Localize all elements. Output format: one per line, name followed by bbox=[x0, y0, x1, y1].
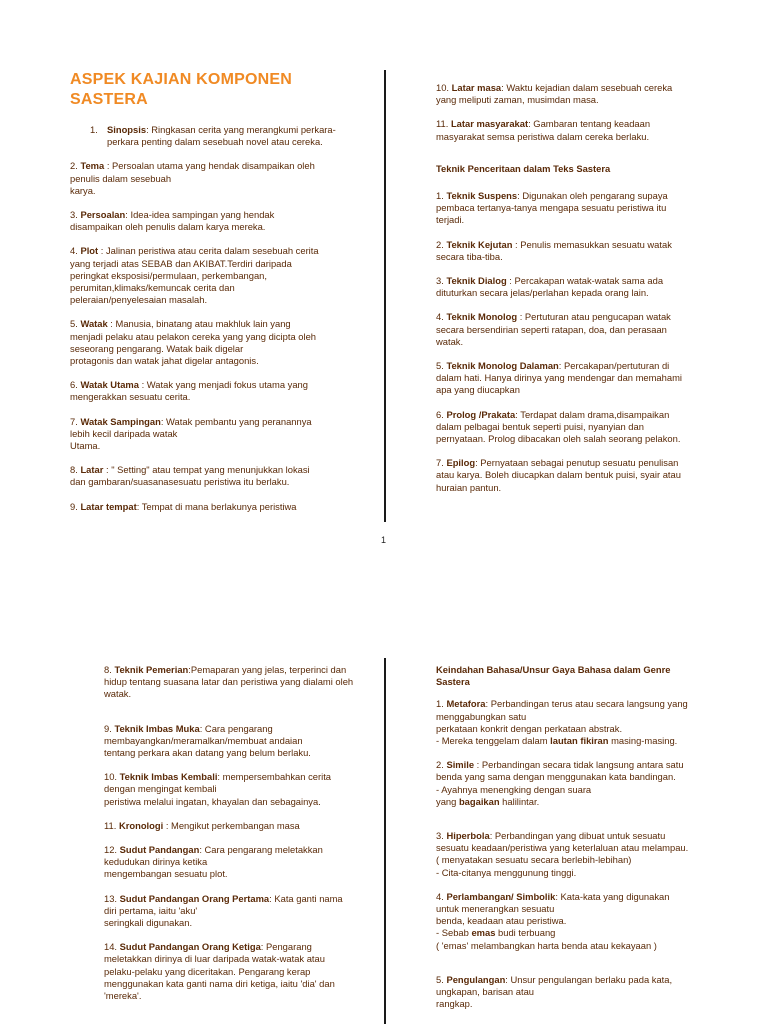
item-number: 6. bbox=[70, 379, 81, 391]
item-line: dalam hati. Hanya dirinya yang mendengar dan memahami bbox=[436, 372, 682, 384]
left-column bbox=[70, 70, 370, 525]
item-line bbox=[70, 379, 370, 391]
item-line: yang meliputi zaman, musimdan masa. bbox=[436, 94, 599, 106]
item-term: Metafora bbox=[446, 698, 486, 710]
item-line bbox=[436, 82, 736, 94]
item-term: Persoalan bbox=[80, 209, 126, 221]
list-item bbox=[436, 830, 736, 879]
list-item bbox=[436, 698, 736, 747]
example-line bbox=[436, 796, 736, 808]
item-line bbox=[104, 771, 374, 783]
document-page-2 bbox=[0, 620, 768, 1024]
item-number: 13. bbox=[104, 892, 120, 904]
item-line bbox=[104, 664, 374, 676]
item-line: yang terjadi atas SEBAB dan AKIBAT.Terdiri daripada bbox=[70, 257, 292, 269]
list-item bbox=[436, 190, 736, 227]
item-number: 5. bbox=[70, 318, 81, 330]
list-item bbox=[70, 318, 370, 367]
item-line: untuk menerangkan sesuatu bbox=[436, 903, 555, 915]
item-text: : Manusia, binatang atau makhluk lain yang bbox=[107, 318, 291, 330]
item-term: Teknik Pemerian bbox=[114, 664, 189, 675]
item-line bbox=[70, 318, 370, 330]
item-term: Tema bbox=[80, 160, 105, 172]
item-term: Watak bbox=[80, 318, 108, 330]
list-item bbox=[436, 409, 736, 446]
item-term: Teknik Kejutan bbox=[446, 238, 513, 250]
item-text: : Unsur pengulangan berlaku pada kata, bbox=[505, 973, 673, 985]
item-line: - Ayahnya menengking dengan suara bbox=[436, 783, 592, 795]
item-line bbox=[436, 409, 736, 421]
item-number: 7. bbox=[436, 457, 447, 469]
example-emphasis: bagaikan bbox=[458, 795, 500, 807]
section-heading: Keindahan Bahasa/Unsur Gaya Bahasa dalam Genre Sastera bbox=[436, 664, 671, 688]
teknik-list-continued bbox=[104, 664, 374, 1002]
item-line: ( menyatakan sesuatu secara berlebih-lebihan) bbox=[436, 854, 632, 866]
komponen-list bbox=[70, 124, 370, 513]
list-item bbox=[104, 941, 374, 1002]
item-text: : Terdapat dalam drama,disampaikan bbox=[515, 408, 670, 420]
item-number: 10. bbox=[104, 771, 120, 783]
item-number: 10. bbox=[436, 82, 452, 93]
item-number: 4. bbox=[70, 245, 81, 257]
item-term: Sinopsis bbox=[107, 124, 147, 135]
item-term: Prolog /Prakata bbox=[446, 408, 516, 420]
item-line bbox=[436, 830, 736, 842]
item-line: penulis dalam sesebuah bbox=[70, 172, 172, 184]
item-number: 8. bbox=[70, 464, 81, 476]
example-text: budi terbuang bbox=[495, 927, 556, 939]
item-text: : Cara pengarang bbox=[199, 722, 273, 734]
item-term: Latar masa bbox=[451, 82, 502, 93]
item-body bbox=[107, 124, 370, 148]
example-text: masing-masing. bbox=[608, 735, 678, 747]
item-text: : Perbandingan yang dibuat untuk sesuatu bbox=[489, 830, 666, 842]
item-term: Latar bbox=[80, 464, 104, 476]
item-line: peristiwa melalui ingatan, khayalan dan sebagainya. bbox=[104, 795, 321, 807]
item-number: 3. bbox=[70, 209, 81, 221]
item-term: Plot bbox=[80, 245, 99, 257]
item-text: : Cara pengarang meletakkan bbox=[199, 844, 323, 856]
item-line: tentang perkara akan datang yang belum berlaku. bbox=[104, 747, 311, 759]
item-term: Sudut Pandangan Orang Ketiga bbox=[119, 941, 261, 953]
example-text: halilintar. bbox=[499, 795, 540, 807]
example-note: ( 'emas' melambangkan harta benda atau kekayaan ) bbox=[436, 939, 657, 951]
item-text: : Pengarang bbox=[260, 941, 312, 953]
item-line: benda yang sama dengan menggunakan kata bandingan. bbox=[436, 771, 676, 783]
item-line: kedudukan dirinya ketika bbox=[104, 856, 208, 868]
example-line bbox=[436, 735, 736, 747]
item-line: pernyataan. Prolog dibacakan oleh salah seorang pelakon. bbox=[436, 433, 681, 445]
item-line: mengembangan sesuatu plot. bbox=[104, 868, 228, 880]
column-divider bbox=[384, 658, 386, 1024]
item-line: apa yang diucapkan bbox=[436, 384, 520, 396]
item-line: 'mereka'. bbox=[104, 990, 142, 1002]
item-line: dengan mengingat kembali bbox=[104, 783, 217, 795]
item-text: : Perbandingan terus atau secara langsung yang bbox=[485, 698, 688, 710]
item-line: karya. bbox=[70, 184, 96, 196]
item-number: 2. bbox=[70, 160, 81, 172]
item-line: benda, keadaan atau peristiwa. bbox=[436, 915, 567, 927]
list-item bbox=[436, 311, 736, 348]
example-emphasis: emas bbox=[471, 927, 496, 939]
item-line: - Cita-citanya menggunung tinggi. bbox=[436, 866, 577, 878]
item-line bbox=[436, 759, 736, 771]
item-text: :Pemaparan yang jelas, terperinci dan bbox=[188, 664, 347, 675]
item-line: dituturkan secara jelas/perlahan kepada orang lain. bbox=[436, 287, 649, 299]
item-term: Hiperbola bbox=[446, 830, 490, 842]
item-line: perkataan konkrit dengan perkataan abstrak. bbox=[436, 722, 623, 734]
item-number: 12. bbox=[104, 844, 120, 856]
list-item bbox=[70, 160, 370, 197]
example-emphasis: lautan fikiran bbox=[550, 735, 609, 747]
item-line bbox=[70, 160, 370, 172]
list-item bbox=[436, 118, 736, 142]
item-number: 11. bbox=[104, 819, 119, 831]
list-item bbox=[436, 82, 736, 106]
item-line: pembaca tertanya-tanya mengapa sesuatu peristiwa itu bbox=[436, 202, 667, 214]
list-item bbox=[436, 360, 736, 397]
item-line: secara bersendirian seperti ratapan, doa, dan perasaan bbox=[436, 323, 667, 335]
item-term: Teknik Imbas Muka bbox=[114, 722, 200, 734]
teknik-list bbox=[436, 190, 736, 494]
item-line: Utama. bbox=[70, 440, 101, 452]
list-item bbox=[104, 723, 374, 760]
item-text: : Mengikut perkembangan masa bbox=[163, 819, 300, 831]
list-item bbox=[104, 844, 374, 881]
item-number: 4. bbox=[436, 311, 447, 323]
item-line: dan gambaran/suasanasesuatu peristiwa itu berlaku. bbox=[70, 476, 290, 488]
item-line: huraian pantun. bbox=[436, 481, 502, 493]
list-item bbox=[436, 891, 736, 952]
item-number: 2. bbox=[436, 759, 447, 771]
item-line: seringkali digunakan. bbox=[104, 917, 193, 929]
item-number: 9. bbox=[70, 500, 81, 512]
item-term: Teknik Suspens bbox=[446, 190, 518, 202]
item-line bbox=[104, 893, 374, 905]
list-item bbox=[70, 379, 370, 403]
item-line: disampaikan oleh penulis dalam karya mereka. bbox=[70, 221, 266, 233]
item-line: protagonis dan watak jahat digelar antagonis. bbox=[70, 355, 259, 367]
item-line bbox=[436, 275, 736, 287]
item-text: : Pertuturan atau pengucapan watak bbox=[517, 311, 671, 323]
example-text: - Mereka tenggelam dalam bbox=[436, 735, 551, 747]
item-number: 1. bbox=[436, 698, 447, 710]
item-line: perkara penting dalam sesebuah novel atau cereka. bbox=[107, 136, 323, 148]
item-line bbox=[436, 118, 736, 130]
list-item bbox=[436, 239, 736, 263]
item-text: : Kata ganti nama bbox=[269, 892, 343, 904]
item-term: Sudut Pandangan Orang Pertama bbox=[119, 892, 270, 904]
item-line: atau karya. Boleh diucapkan dalam bentuk puisi, syair atau bbox=[436, 469, 681, 481]
list-item bbox=[104, 820, 374, 832]
item-line: peringkat eksposisi/permulaan, perkembangan, bbox=[70, 269, 267, 281]
item-number: 1. bbox=[90, 124, 98, 135]
item-line bbox=[436, 311, 736, 323]
item-number: 14. bbox=[104, 941, 120, 953]
item-line: pelaku-pelaku yang diceritakan. Pengarang kerap bbox=[104, 965, 311, 977]
item-line bbox=[70, 464, 370, 476]
item-line bbox=[436, 360, 736, 372]
item-text: : Watak yang menjadi fokus utama yang bbox=[138, 379, 308, 391]
item-line: seseorang pengarang. Watak baik digelar bbox=[70, 342, 244, 354]
item-text: : Gambaran tentang keadaan bbox=[528, 118, 651, 130]
item-term: Teknik Imbas Kembali bbox=[119, 771, 218, 783]
list-item bbox=[104, 893, 374, 930]
item-term: Perlambangan/ Simbolik bbox=[446, 890, 556, 902]
item-number: 3. bbox=[436, 830, 447, 842]
item-line bbox=[436, 457, 736, 469]
item-line: menggabungkan satu bbox=[436, 710, 527, 722]
item-line: menggunakan kata ganti nama diri ketiga, iaitu 'dia' dan bbox=[104, 977, 335, 989]
item-number: 4. bbox=[436, 890, 447, 902]
item-number: 7. bbox=[70, 415, 81, 427]
item-line bbox=[70, 416, 370, 428]
item-line: sesuatu keadaan/peristiwa yang keterlaluan atau melampau. bbox=[436, 842, 689, 854]
list-item bbox=[70, 245, 370, 306]
page-number: 1 bbox=[381, 535, 387, 545]
item-term: Pengulangan bbox=[446, 973, 506, 985]
item-line bbox=[104, 820, 374, 832]
item-line: meletakkan dirinya di luar daripada watak-watak atau bbox=[104, 953, 325, 965]
item-line bbox=[104, 723, 374, 735]
item-term: Latar masyarakat bbox=[450, 118, 529, 130]
left-column bbox=[104, 664, 374, 1014]
column-divider bbox=[384, 70, 386, 522]
list-item bbox=[436, 759, 736, 808]
gaya-bahasa-list bbox=[436, 698, 736, 1010]
item-line bbox=[107, 124, 370, 136]
item-number: 5. bbox=[436, 360, 447, 372]
right-column bbox=[436, 664, 736, 1022]
item-term: Teknik Dialog bbox=[446, 275, 507, 287]
item-text: : mempersembahkan cerita bbox=[217, 771, 332, 783]
item-number: 6. bbox=[436, 408, 447, 420]
right-column bbox=[436, 82, 736, 506]
item-line: hidup tentang suasana latar dan peristiwa yang dialami oleh bbox=[104, 676, 354, 688]
item-term: Teknik Monolog Dalaman bbox=[446, 360, 559, 372]
item-text: : Jalinan peristiwa atau cerita dalam sesebuah cerita bbox=[98, 245, 319, 257]
example-text: - Sebab bbox=[436, 927, 472, 939]
item-line: diri pertama, iaitu 'aku' bbox=[104, 904, 198, 916]
example-text: yang bbox=[436, 795, 459, 807]
item-term: Kronologi bbox=[118, 819, 164, 831]
item-line: watak. bbox=[436, 335, 464, 347]
item-line: terjadi. bbox=[436, 214, 465, 226]
item-term: Epilog bbox=[446, 457, 476, 469]
item-text: : Pernyataan sebagai penutup sesuatu penulisan bbox=[475, 457, 679, 469]
item-line bbox=[436, 698, 736, 710]
item-line bbox=[70, 501, 370, 513]
item-line bbox=[436, 190, 736, 202]
item-text: : Watak pembantu yang peranannya bbox=[160, 415, 312, 427]
item-line: ungkapan, barisan atau bbox=[436, 986, 534, 998]
page-title: ASPEK KAJIAN KOMPONEN SASTERA bbox=[70, 71, 293, 108]
item-number: 11. bbox=[436, 118, 451, 130]
list-item bbox=[104, 771, 374, 808]
item-term: Watak Sampingan bbox=[80, 415, 161, 427]
item-line: secara tiba-tiba. bbox=[436, 250, 503, 262]
list-item bbox=[70, 209, 370, 233]
item-text: : Perbandingan secara tidak langsung antara satu bbox=[474, 759, 684, 771]
item-text: : Penulis memasukkan sesuatu watak bbox=[512, 238, 672, 250]
item-line: dalam pelbagai bentuk seperti puisi, nyanyian dan bbox=[436, 420, 644, 432]
item-number: 9. bbox=[104, 722, 115, 734]
item-line: masyarakat semsa peristiwa dalam cereka berlaku. bbox=[436, 130, 650, 142]
item-text: : Ringkasan cerita yang merangkumi perkara- bbox=[146, 124, 336, 135]
item-number: 1. bbox=[436, 190, 447, 202]
list-item bbox=[70, 501, 370, 513]
item-term: Simile bbox=[446, 759, 475, 771]
item-line: lebih kecil daripada watak bbox=[70, 427, 178, 439]
item-term: Sudut Pandangan bbox=[119, 844, 200, 856]
item-term: Latar tempat bbox=[80, 500, 137, 512]
item-text: : Idea-idea sampingan yang hendak bbox=[125, 209, 275, 221]
item-text: : Waktu kejadian dalam sesebuah cereka bbox=[501, 82, 673, 93]
item-number: 2. bbox=[436, 238, 447, 250]
item-text: : Persoalan utama yang hendak disampaikan oleh bbox=[104, 160, 315, 172]
section-heading: Teknik Penceritaan dalam Teks Sastera bbox=[436, 162, 611, 174]
list-item bbox=[436, 974, 736, 1011]
item-line bbox=[70, 209, 370, 221]
item-line bbox=[436, 239, 736, 251]
item-line: perumitan,klimaks/kemuncak cerita dan bbox=[70, 282, 235, 294]
item-term: Teknik Monolog bbox=[446, 311, 518, 323]
item-text: : " Setting" atau tempat yang menunjukkan lokasi bbox=[103, 464, 310, 476]
item-number: 8. bbox=[104, 664, 115, 675]
item-line: peleraian/penyelesaian masalah. bbox=[70, 294, 208, 306]
item-text: : Tempat di mana berlakunya peristiwa bbox=[136, 500, 297, 512]
item-text: : Kata-kata yang digunakan bbox=[555, 890, 670, 902]
item-line bbox=[104, 941, 374, 953]
item-line: watak. bbox=[104, 688, 132, 700]
item-line bbox=[104, 844, 374, 856]
item-term: Watak Utama bbox=[80, 379, 139, 391]
item-text: : Percakapan watak-watak sama ada bbox=[506, 275, 664, 287]
list-item bbox=[104, 664, 374, 701]
list-item bbox=[70, 416, 370, 453]
latar-list bbox=[436, 82, 736, 143]
item-text: : Percakapan/pertuturan di bbox=[558, 360, 670, 372]
example-line bbox=[436, 927, 736, 939]
item-line: menjadi pelaku atau pelakon cereka yang yang dicipta oleh bbox=[70, 330, 317, 342]
list-item bbox=[436, 457, 736, 494]
list-item bbox=[70, 464, 370, 488]
item-number: 3. bbox=[436, 275, 447, 287]
item-number: 5. bbox=[436, 973, 447, 985]
list-item bbox=[70, 124, 370, 148]
item-line bbox=[436, 974, 736, 986]
item-line: rangkap. bbox=[436, 998, 473, 1010]
item-line bbox=[436, 891, 736, 903]
item-line bbox=[70, 245, 370, 257]
item-line: membayangkan/meramalkan/membuat andaian bbox=[104, 734, 303, 746]
item-line: mengerakkan sesuatu cerita. bbox=[70, 391, 191, 403]
item-text: : Digunakan oleh pengarang supaya bbox=[517, 190, 668, 202]
list-item bbox=[436, 275, 736, 299]
